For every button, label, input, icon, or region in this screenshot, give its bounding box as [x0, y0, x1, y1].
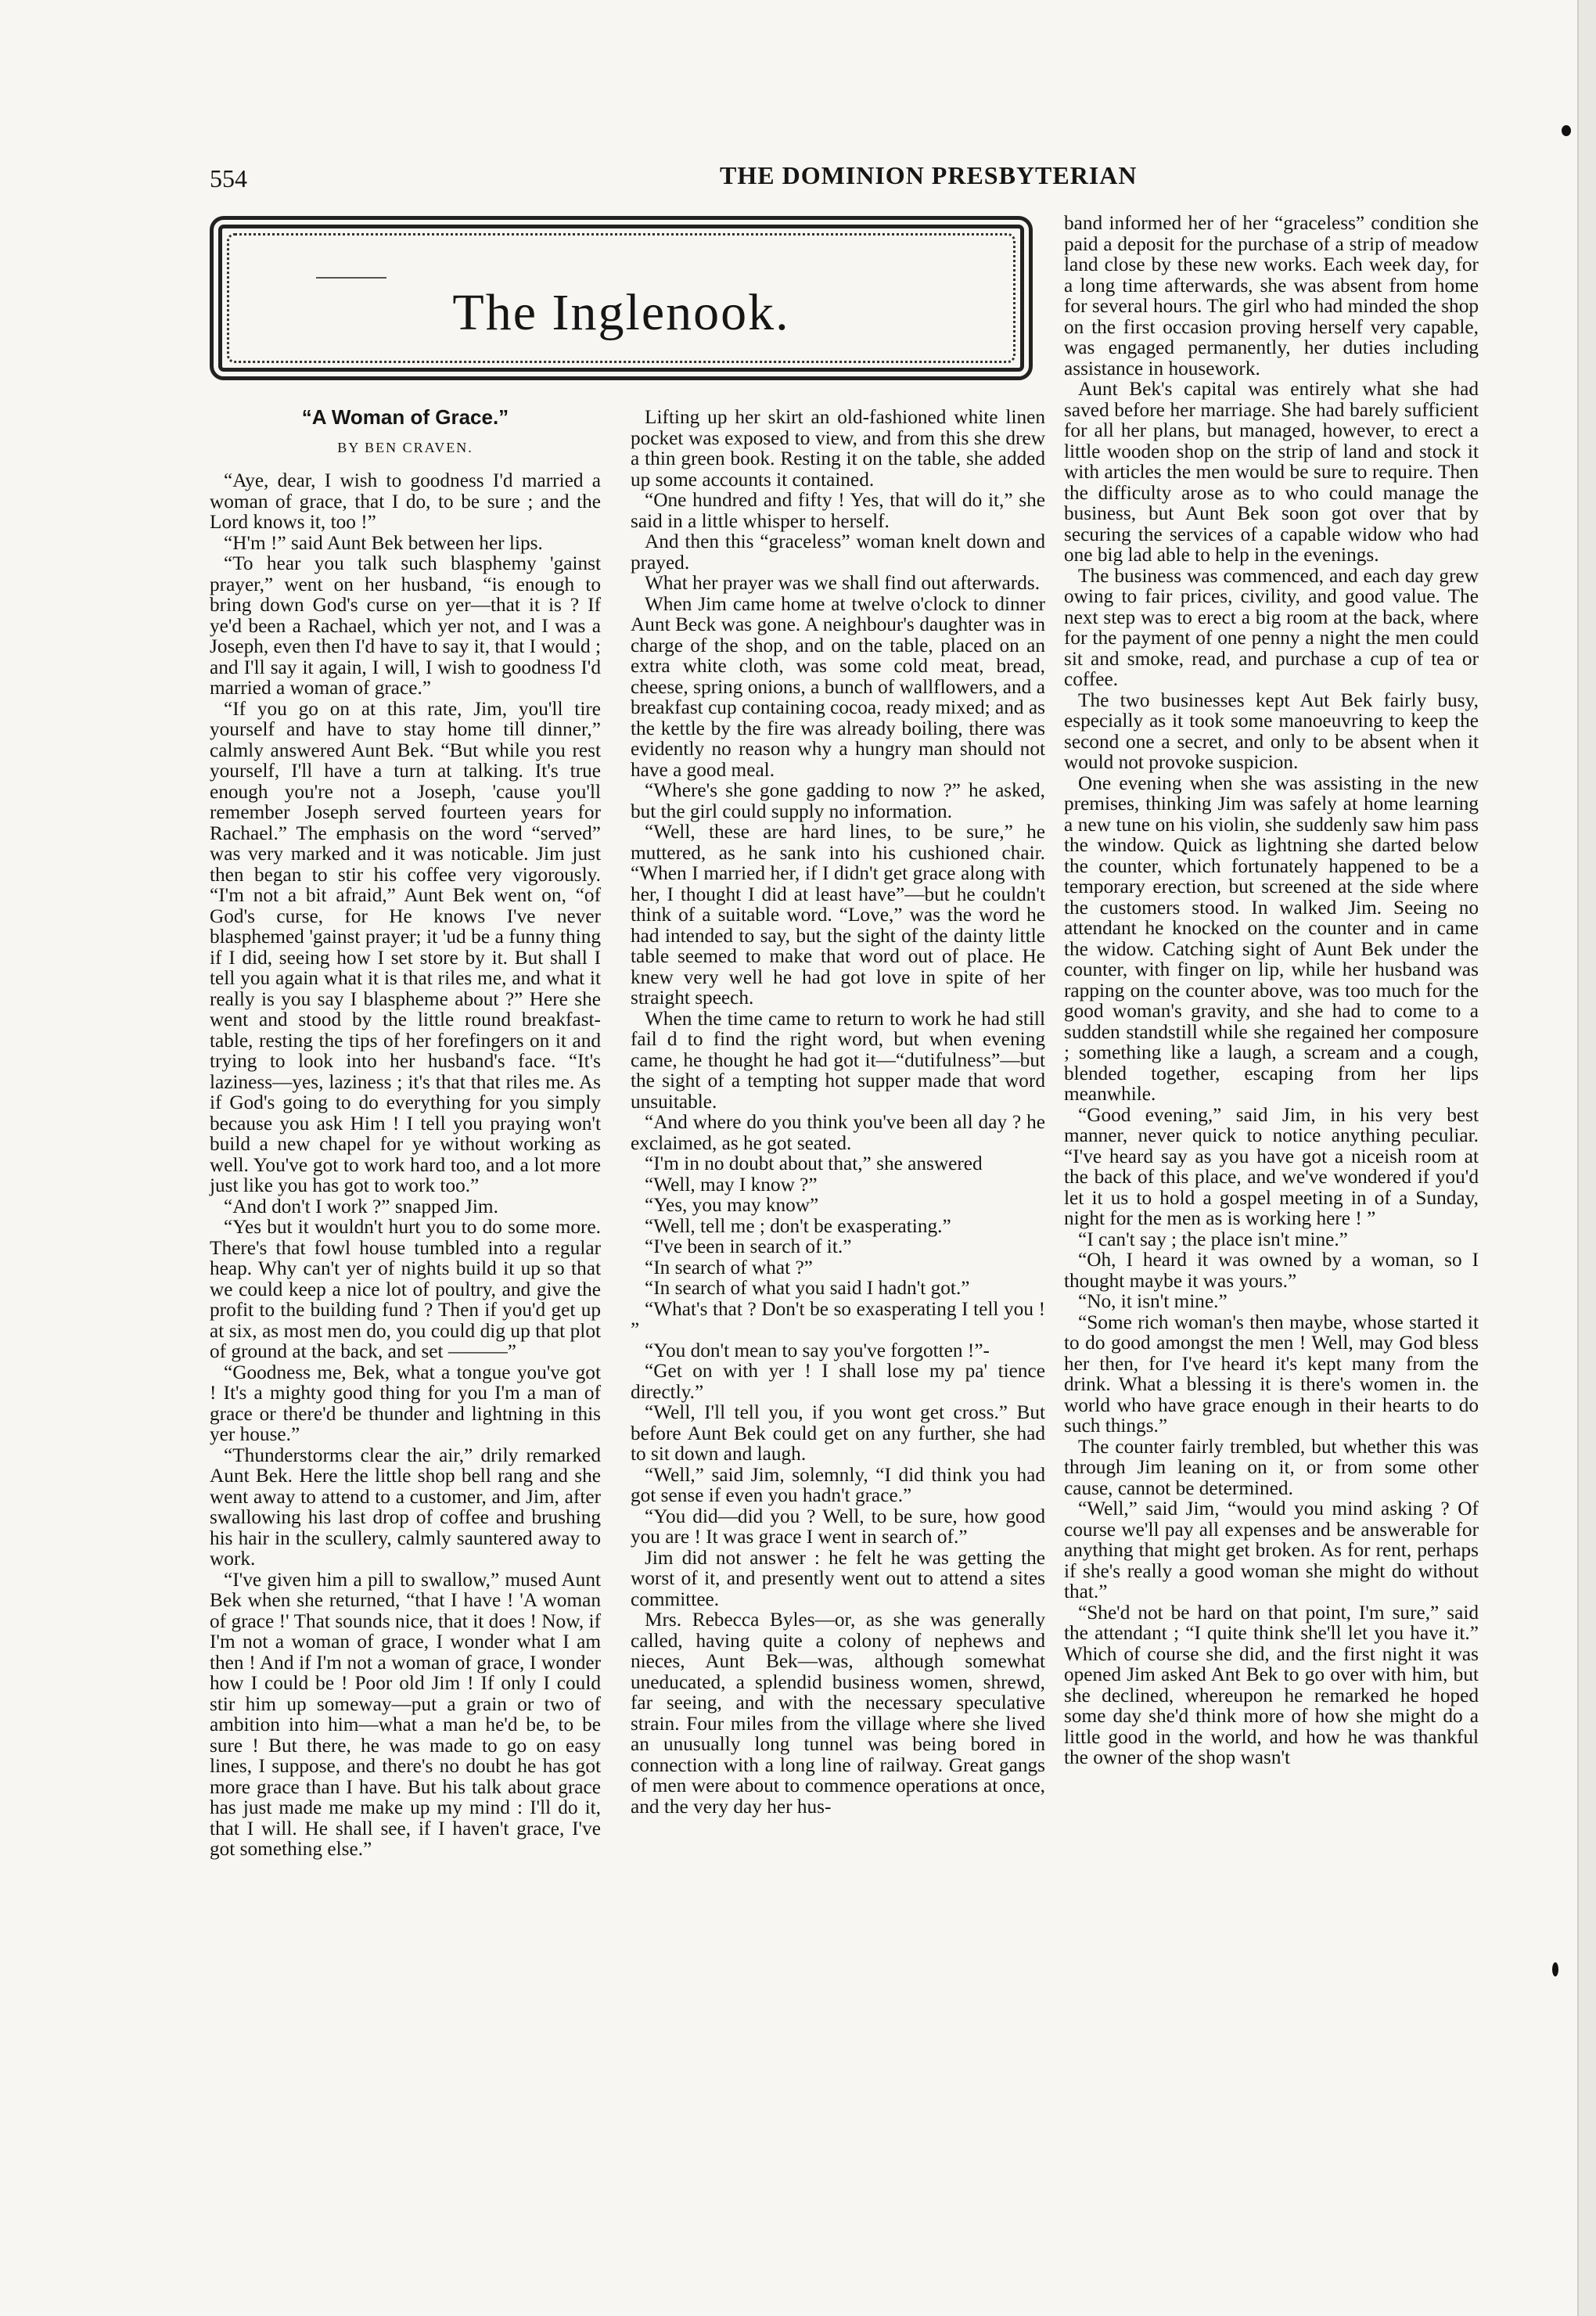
paragraph: “H'm !” said Aunt Bek between her lips.	[224, 531, 543, 554]
banner-rule	[316, 277, 386, 279]
paragraph: “I can't say ; the place isn't mine.”	[1078, 1228, 1348, 1250]
page-edge	[1577, 0, 1596, 2316]
paragraph: band informed her of her “graceless” condition she paid a deposit for the purchase of a strip of meadow land close by these new works. Each week day, for a long time afterwards, she was absent from home for several hours. The girl who had minded the shop on the first occasion proving herself very capable, was engaged permanently, her duties including assistance in housework.	[1064, 212, 1479, 379]
paragraph: The two businesses kept Aut Bek fairly busy, especially as it took some manoeuvring to keep the second one a secret, and only to be absent when it would not provoke suspicion.	[1064, 689, 1479, 773]
paragraph: “Aye, dear, I wish to goodness I'd married a woman of grace, that I do, to be sure ; and the Lord knows it, too !”	[210, 469, 601, 533]
paragraph: And then this “graceless” woman knelt down and prayed.	[631, 530, 1045, 574]
paragraph: “Well,” said Jim, solemnly, “I did think you had got sense if even you hadn't grace.”	[631, 1463, 1045, 1506]
paragraph: Jim did not answer : he felt he was getting the worst of it, and presently went out to attend a sites committee.	[631, 1546, 1045, 1610]
paragraph: “You did—did you ? Well, to be sure, how good you are ! It was grace I went in search of.”	[631, 1505, 1045, 1548]
paragraph: “If you go on at this rate, Jim, you'll tire yourself and have to stay home till dinner,” calmly answered Aunt Bek. “But while you rest yourself, I'll have a turn at talking. It's true enough you're not a Joseph, 'cause you'll remember Joseph served fourteen years for Rachael.” The emphasis on the word “served” was very marked and it was noticable. Jim just then began to stir his coffee very vigorously. “I'm not a bit afraid,” Aunt Bek went on, “of God's curse, for He knows I've never blasphemed 'gainst prayer; it 'ud be a funny thing if I did, seeing how I set store by it. But shall I tell you again what it is that riles me, and what it really is you say I blaspheme about ?” Here she went and stood by the little round breakfast-table, resting the tips of her forefingers on it and trying to look into her husband's face. “It's laziness—yes, laziness ; it's that that riles me. As if God's going to do everything for you simply because you ask Him ! I tell you praying won't build a new chapel for ye without working as well. You've got to work hard too, and a lot more just like you has got to work too.”	[210, 697, 601, 1196]
paragraph: “One hundred and fifty ! Yes, that will do it,” she said in a little whisper to herself.	[631, 489, 1045, 532]
paragraph: “Yes but it wouldn't hurt you to do some more. There's that fowl house tumbled into a regular heap. Why can't yer of nights build it up so that we could keep a nice lot of poultry, and give the profit to the building fund ? Then if you'd get up at six, as most men do, you could dig up that plot of ground at the back, and set ———”	[210, 1216, 601, 1362]
article-title: “A Woman of Grace.”	[301, 405, 509, 429]
paragraph: “I've given him a pill to swallow,” mused Aunt Bek when she returned, “that I have ! 'A woman of grace !' That sounds nice, that it does ! Now, if I'm not a woman of grace, I wonder what I am then ! And if I'm not a woman of grace, I wonder how I could be ! Poor old Jim ! If only I could stir him up someway—put a grain or two of ambition into him—what a man he'd be, to be sure ! But there, he was made to go on easy lines, I suppose, and there's no doubt he has got more grace than I have. But his talk about grace has just made me make up my mind : I'll do it, that I will. He shall see, if I haven't grace, I've got something else.”	[210, 1568, 601, 1860]
paragraph: “And where do you think you've been all day ? he exclaimed, as he got seated.	[631, 1111, 1045, 1154]
ink-speck	[1562, 125, 1571, 136]
paragraph: Lifting up her skirt an old-fashioned white linen pocket was exposed to view, and from this she drew a thin green book. Resting it on the table, she added up some accounts it contained.	[631, 406, 1045, 491]
paragraph: “I'm in no doubt about that,” she answered	[645, 1153, 983, 1174]
paragraph: “What's that ? Don't be so exasperating I tell you ! ”	[631, 1297, 1045, 1340]
paragraph: When the time came to return to work he had still fail d to find the right word, but when evening came, he thought he had got it—“dutifulness”—but the sight of a tempting hot supper made that word unsuitable.	[631, 1007, 1045, 1113]
paragraph: “Yes, you may know”	[645, 1194, 819, 1216]
paragraph: “Some rich woman's then maybe, whose started it to do good amongst the men ! Well, may God bless her then, for I've heard it's kept many from the drink. What a blessing it is there's women in. the world who have grace enough in their hearts to do such things.”	[1064, 1311, 1479, 1437]
ink-speck	[1552, 1962, 1558, 1976]
article-byline: BY BEN CRAVEN.	[337, 439, 473, 455]
paragraph: “I've been in search of it.”	[645, 1235, 852, 1257]
paragraph: “Well, tell me ; don't be exasperating.”	[645, 1214, 951, 1237]
paragraph: One evening when she was assisting in the new premises, thinking Jim was safely at home learning a new tune on his violin, she suddenly saw him pass the window. Quick as lightning she darted below the counter, which fortunately happened to be a temporary erection, but screened at the side where the customers stood. In walked Jim. Seeing no attendant he knocked on the counter and in came the widow. Catching sight of Aunt Bek under the counter, with finger on lip, while her husband was rapping on the counter above, was too much for the good woman's gravity, and she had to come to a sudden standstill while she regained her composure ; something like a laugh, a scream and a cough, blended together, escaping from her lips meanwhile.	[1064, 771, 1479, 1105]
paragraph: The counter fairly trembled, but whether this was through Jim leaning on it, or from some other cause, cannot be determined.	[1064, 1435, 1479, 1499]
running-head: THE DOMINION PRESBYTERIAN	[720, 161, 1138, 189]
paragraph: “Where's she gone gadding to now ?” he asked, but the girl could supply no information.	[631, 779, 1045, 822]
paragraph: “And don't I work ?” snapped Jim.	[224, 1195, 498, 1217]
paragraph: “Well, these are hard lines, to be sure,” he muttered, as he sank into his cushioned chair. “When I married her, if I didn't get grace along with her, I thought I did at least have”—but he couldn't think of a suitable word. “Love,” was the word he had intended to say, but the sight of the dainty little table seemed to make that word out of place. He knew very well he had got love in spite of her straight speech.	[631, 821, 1045, 1009]
paragraph: “Thunderstorms clear the air,” drily remarked Aunt Bek. Here the little shop bell rang and she went away to attend to a customer, and Jim, after swallowing his last drop of coffee and brushing his hair in the scullery, calmly sauntered away to work.	[210, 1444, 601, 1570]
paragraph: “In search of what ?”	[645, 1256, 813, 1278]
paragraph: What her prayer was we shall find out afterwards.	[645, 572, 1041, 594]
paragraph: “She'd not be hard on that point, I'm sure,” said the attendant ; “I quite think she'll let you have it.” Which of course she did, and the first night it was opened Jim asked Ant Bek to go over with him, but she declined, whereupon he remarked he hoped some day she'd think more of how she might do a little good in the world, and how he was thankful the owner of the shop wasn't	[1064, 1601, 1479, 1768]
column-1	[210, 405, 601, 1860]
paragraph: Aunt Bek's capital was entirely what she had saved before her marriage. She had barely sufficient for all her plans, but managed, however, to erect a little wooden shop on the strip of land and stock it with articles the men would be sure to require. Then the difficulty arose as to who could manage the business, but Aunt Bek soon got over that by securing the services of a capable widow who had one big lad able to help in the evenings.	[1064, 378, 1479, 566]
paragraph: “Good evening,” said Jim, in his very best manner, never quick to notice anything peculiar. “I've heard say as you have got a niceish room at the back of this place, and we've wondered if you'd let it us to hold a gospel meeting in of a Sunday, night for the men as is working here ! ”	[1064, 1103, 1479, 1229]
paragraph: The business was commenced, and each day grew owing to fair prices, civility, and good value. The next step was to erect a big room at the back, where for the payment of one penny a night the men could sit and smoke, read, and purchase a cup of tea or coffee.	[1064, 564, 1479, 690]
paragraph: “Goodness me, Bek, what a tongue you've got ! It's a mighty good thing for you I'm a man of grace or there'd be thunder and lightning in this yer house.”	[210, 1361, 601, 1445]
paragraph: “To hear you talk such blasphemy 'gainst prayer,” went on her husband, “is enough to bring down God's curse on yer—that it is ? If ye'd been a Rachael, which yer not, and I was a Joseph, even then I'd have to say it, that I would ; and I'll say it again, I will, I wish to goodness I'd married a woman of grace.”	[210, 552, 601, 699]
column-3	[1064, 213, 1479, 1768]
paragraph: Mrs. Rebecca Byles—or, as she was generally called, having quite a colony of nephews and nieces, Aunt Bek—was, although somewhat uneducated, a splendid business women, shrewd, far seeing, and with the necessary speculative strain. Four miles from the village where she lived an unusually long tunnel was being bored in connection with a long line of railway. Great gangs of men were about to commence operations at once, and the very day her hus-	[631, 1609, 1045, 1818]
paragraph: “Well,” said Jim, “would you mind asking ? Of course we'll pay all expenses and be answerable for anything that might get broken. As for rent, perhaps if she's really a good woman she might do without that.”	[1064, 1498, 1479, 1602]
paragraph: “You don't mean to say you've forgotten !”-	[645, 1339, 990, 1361]
paragraph: “Get on with yer ! I shall lose my pa' tience directly.”	[631, 1360, 1045, 1403]
paragraph: “Well, may I know ?”	[645, 1173, 818, 1196]
page-number: 554	[210, 164, 247, 192]
section-banner	[210, 216, 1033, 380]
paragraph: “Well, I'll tell you, if you wont get cross.” But before Aunt Bek could get on any further, she had to sit down and laugh.	[631, 1401, 1045, 1465]
paragraph: “No, it isn't mine.”	[1078, 1290, 1228, 1312]
paragraph: “In search of what you said I hadn't got.”	[645, 1277, 970, 1299]
column-2	[631, 407, 1045, 1817]
paragraph: When Jim came home at twelve o'clock to dinner Aunt Beck was gone. A neighbour's daughter was in charge of the shop, and on the table, placed on an extra white cloth, was some cold meat, bread, cheese, spring onions, a bunch of wallflowers, and a breakfast cup containing cocoa, ready mixed; and as the kettle by the fire was already boiling, there was evidently no reason why a hungry man should not have a good meal.	[631, 592, 1045, 781]
paragraph: “Oh, I heard it was owned by a woman, so I thought maybe it was yours.”	[1064, 1249, 1479, 1292]
section-title: The Inglenook.	[452, 284, 790, 341]
